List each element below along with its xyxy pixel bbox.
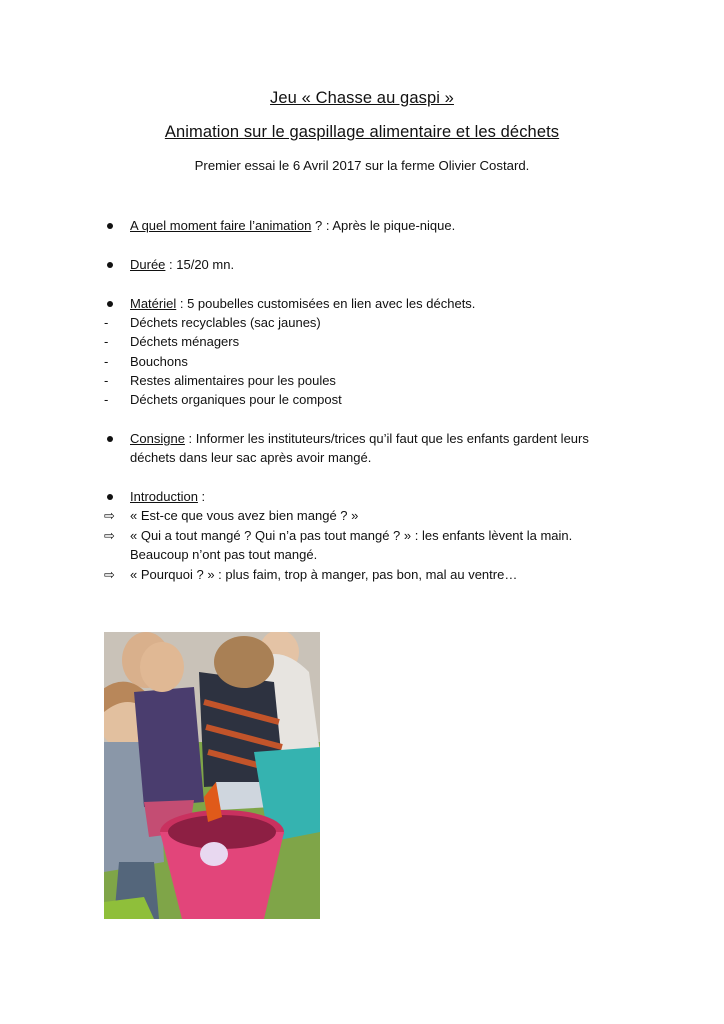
materiel-label: Matériel — [130, 296, 177, 311]
consigne-continuation: déchets dans leur sac après avoir mangé. — [130, 450, 372, 465]
dash-marker: - — [104, 334, 109, 349]
dash-marker: - — [104, 315, 109, 330]
arrow-icon: ⇨ — [104, 567, 115, 582]
moment-text: ? : Après le pique-nique. — [311, 218, 456, 233]
list-item — [0, 527, 724, 545]
materiel-item: Bouchons — [130, 354, 188, 369]
list-item — [0, 372, 724, 390]
list-item-continuation — [0, 546, 724, 564]
section-moment — [0, 217, 724, 235]
materiel-item: Déchets organiques pour le compost — [130, 392, 342, 407]
section-materiel — [0, 295, 724, 313]
duree-label: Durée — [130, 257, 166, 272]
dash-marker: - — [104, 373, 109, 388]
document-heading: Animation sur le gaspillage alimentaire et les déchets — [164, 123, 560, 141]
document-title: Jeu « Chasse au gaspi » — [270, 89, 454, 107]
bullet-icon — [107, 301, 113, 307]
list-item — [0, 314, 724, 332]
materiel-text: : 5 poubelles customisées en lien avec les déchets. — [176, 296, 476, 311]
photo-children-bucket — [104, 632, 320, 919]
introduction-text: : — [197, 489, 206, 504]
dash-marker: - — [104, 354, 109, 369]
duree-text: : 15/20 mn. — [165, 257, 235, 272]
list-item — [0, 507, 724, 525]
bullet-icon — [107, 436, 113, 442]
arrow-icon: ⇨ — [104, 528, 115, 543]
bullet-icon — [107, 262, 113, 268]
bullet-icon — [107, 223, 113, 229]
intro-question: « Est-ce que vous avez bien mangé ? » — [130, 508, 359, 523]
list-item — [0, 353, 724, 371]
section-consigne — [0, 430, 724, 448]
intro-question-continuation: Beaucoup n’ont pas tout mangé. — [130, 547, 318, 562]
section-duree — [0, 256, 724, 274]
moment-label: A quel moment faire l’animation — [130, 218, 312, 233]
list-item — [0, 333, 724, 351]
list-item — [0, 391, 724, 409]
bullet-icon — [107, 494, 113, 500]
photo-illustration — [104, 632, 320, 919]
dash-marker: - — [104, 392, 109, 407]
list-item — [0, 566, 724, 584]
arrow-icon: ⇨ — [104, 508, 115, 523]
materiel-item: Déchets recyclables (sac jaunes) — [130, 315, 321, 330]
materiel-item: Restes alimentaires pour les poules — [130, 373, 336, 388]
consigne-text: : Informer les instituteurs/trices qu’il faut que les enfants gardent leurs — [184, 431, 589, 446]
introduction-label: Introduction — [130, 489, 198, 504]
materiel-item: Déchets ménagers — [130, 334, 240, 349]
consigne-label: Consigne — [130, 431, 185, 446]
section-introduction — [0, 488, 724, 506]
intro-question: « Qui a tout mangé ? Qui n’a pas tout mangé ? » : les enfants lèvent la main. — [130, 528, 573, 543]
document-subtitle: Premier essai le 6 Avril 2017 sur la ferme Olivier Costard. — [194, 158, 530, 173]
consigne-line-2 — [0, 449, 724, 467]
intro-question: « Pourquoi ? » : plus faim, trop à manger, pas bon, mal au ventre… — [130, 567, 518, 582]
